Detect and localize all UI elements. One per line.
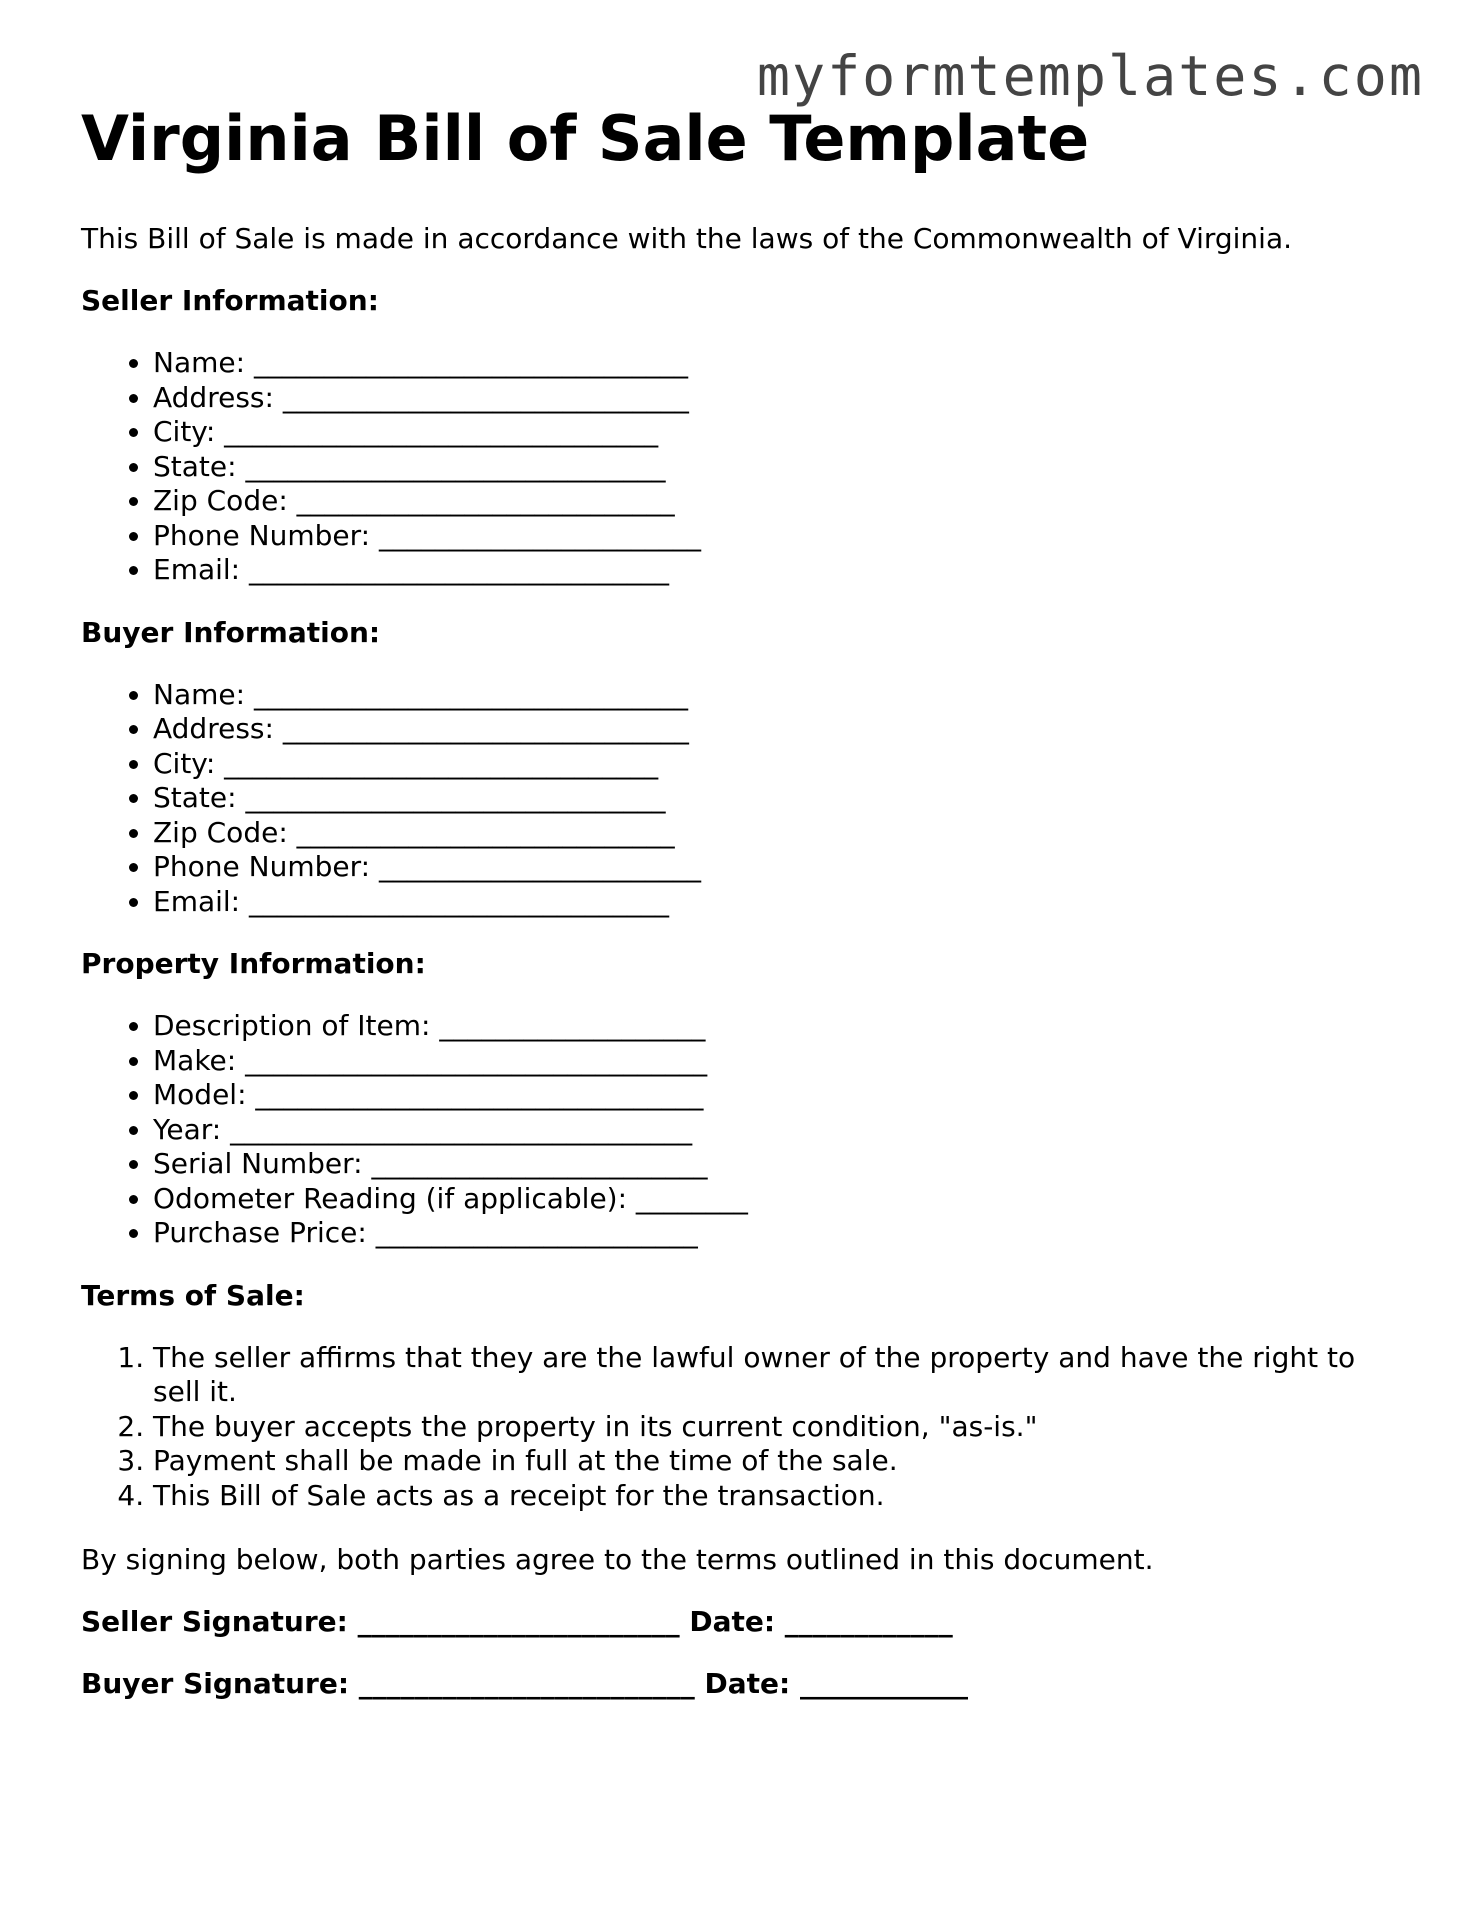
seller-signature-line: Seller Signature: _______________________ Date: ____________ [81, 1605, 953, 1638]
seller-field-list [81, 346, 1411, 588]
buyer-section-heading: Buyer Information: [81, 615, 381, 649]
seller-city-field: • City: _______________________________ [153, 415, 1411, 450]
property-year-field: • Year: _________________________________ [153, 1113, 1411, 1148]
property-section-heading: Property Information: [81, 947, 426, 980]
terms-item: 4. This Bill of Sale acts as a receipt for the transaction. [153, 1479, 1411, 1514]
terms-list [81, 1341, 1411, 1514]
buyer-zip-field: • Zip Code: ___________________________ [153, 816, 1411, 851]
terms-item: 1. The seller affirms that they are the lawful owner of the property and have the right to sell it. [153, 1341, 1411, 1410]
buyer-email-field: • Email: ______________________________ [153, 885, 1411, 920]
buyer-name-field: • Name: _______________________________ [153, 678, 1411, 713]
seller-phone-field: • Phone Number: _______________________ [153, 519, 1411, 554]
document-body [81, 102, 1411, 1701]
property-model-field: • Model: ________________________________ [153, 1078, 1411, 1113]
seller-email-field: • Email: ______________________________ [153, 553, 1411, 588]
buyer-city-field: • City: _______________________________ [153, 747, 1411, 782]
property-odometer-field: • Odometer Reading (if applicable): ________ [153, 1182, 1411, 1217]
property-make-field: • Make: _________________________________ [153, 1044, 1411, 1079]
property-serial-field: • Serial Number: ________________________ [153, 1147, 1411, 1182]
buyer-state-field: • State: ______________________________ [153, 781, 1411, 816]
property-field-list [81, 1009, 1411, 1251]
property-price-field: • Purchase Price: _______________________ [153, 1216, 1411, 1251]
seller-name-field: • Name: _______________________________ [153, 346, 1411, 381]
intro-paragraph: This Bill of Sale is made in accordance with the laws of the Commonwealth of Virginia. [81, 222, 1292, 255]
seller-address-field: • Address: _____________________________ [153, 381, 1411, 416]
buyer-address-field: • Address: _____________________________ [153, 712, 1411, 747]
buyer-signature-line: Buyer Signature: ________________________ Date: ____________ [81, 1667, 968, 1700]
terms-item: 2. The buyer accepts the property in its current condition, "as-is." [153, 1410, 1411, 1445]
closing-statement: By signing below, both parties agree to the terms outlined in this document. [81, 1543, 1154, 1576]
terms-section-heading: Terms of Sale: [81, 1278, 305, 1312]
site-watermark: myformtemplates.com [756, 44, 1424, 108]
seller-section-heading: Seller Information: [81, 284, 379, 317]
terms-item: 3. Payment shall be made in full at the time of the sale. [153, 1444, 1411, 1479]
document-title: Virginia Bill of Sale Template [81, 102, 1090, 175]
buyer-field-list [81, 678, 1411, 920]
seller-state-field: • State: ______________________________ [153, 450, 1411, 485]
property-description-field: • Description of Item: ___________________ [153, 1009, 1411, 1044]
buyer-phone-field: • Phone Number: _______________________ [153, 850, 1411, 885]
seller-zip-field: • Zip Code: ___________________________ [153, 484, 1411, 519]
